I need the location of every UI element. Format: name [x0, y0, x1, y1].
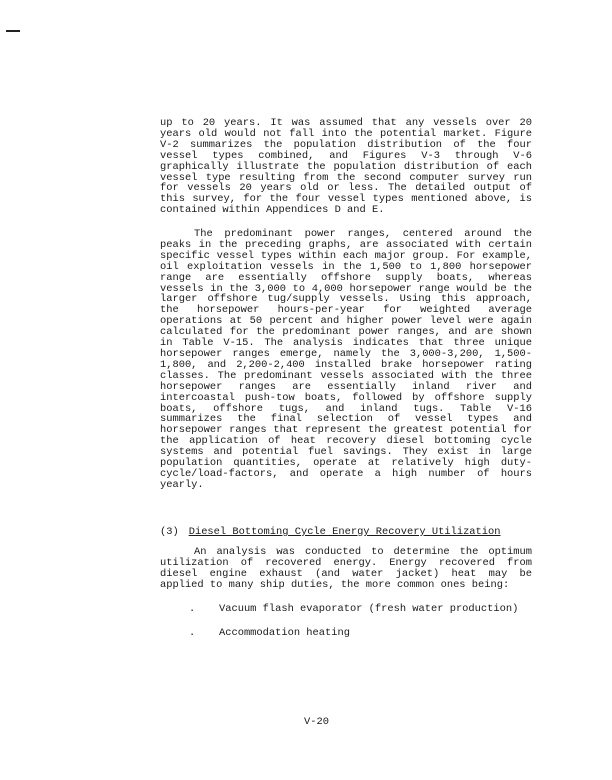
bullet-marker: .: [189, 603, 196, 615]
paragraph-energy-utilization: An analysis was conducted to determine the optimum utilization of recovered energy. Energy recovered from diesel engine exhaust (and water jacket) heat may be applied to many ship duties, the more common ones being:: [160, 546, 532, 591]
list-item-text: Vacuum flash evaporator (fresh water production): [219, 603, 519, 615]
section-title: Diesel Bottoming Cycle Energy Recovery Utilization: [188, 526, 501, 538]
section-heading: [160, 526, 501, 538]
ship-duties-list: [160, 604, 532, 652]
list-item: [160, 628, 532, 639]
list-item-text: Accommodation heating: [219, 626, 350, 639]
page-number: V-20: [304, 716, 329, 728]
page-edge-mark: [6, 30, 20, 32]
bullet-marker: .: [189, 626, 196, 639]
paragraph-power-ranges: The predominant power ranges, centered around the peaks in the preceding graphs, are associated with certain specific vessel types within each major group. For example, oil exploitation vessels in the 1,500 to 1,800 horsepower range are essentially offshore supply boats, whereas vessels in the 3,000 to 4,000 horsepower range would be the larger offshore tug/supply vessels. Using this approach, the horsepower hours-per-year for weighted average operations at 50 percent and higher power level were again calculated for the predominant power ranges, and are shown in Table V-15. The analysis indicates that three unique horsepower ranges emerge, namely the 3,000-3,200, 1,500-1,800, and 2,200-2,400 installed brake horsepower rating classes. The predominant vessels associated with the three horsepower ranges are essentially inland river and intercoastal push-tow boats, followed by offshore supply boats, offshore tugs, and inland tugs. Table V-16 summarizes the final selection of vessel types and horsepower ranges that represent the greatest potential for the application of heat recovery diesel bottoming cycle systems and potential fuel savings. They exist in large population quantities, operate at relatively high duty-cycle/load-factors, and operate a high number of hours yearly.: [160, 228, 532, 491]
list-item: [160, 604, 532, 615]
section-number: (3): [160, 526, 179, 538]
paragraph-vessel-age: up to 20 years. It was assumed that any vessels over 20 years old would not fall into the potential market. Figure V-2 summarizes the population distribution of the four vessel types combined, and Figures V-3 through V-6 graphically illustrate the population distribution of each vessel type resulting from the second computer survey run for vessels 20 years old or less. The detailed output of this survey, for the four vessel types mentioned above, is contained within Appendices D and E.: [160, 117, 532, 217]
